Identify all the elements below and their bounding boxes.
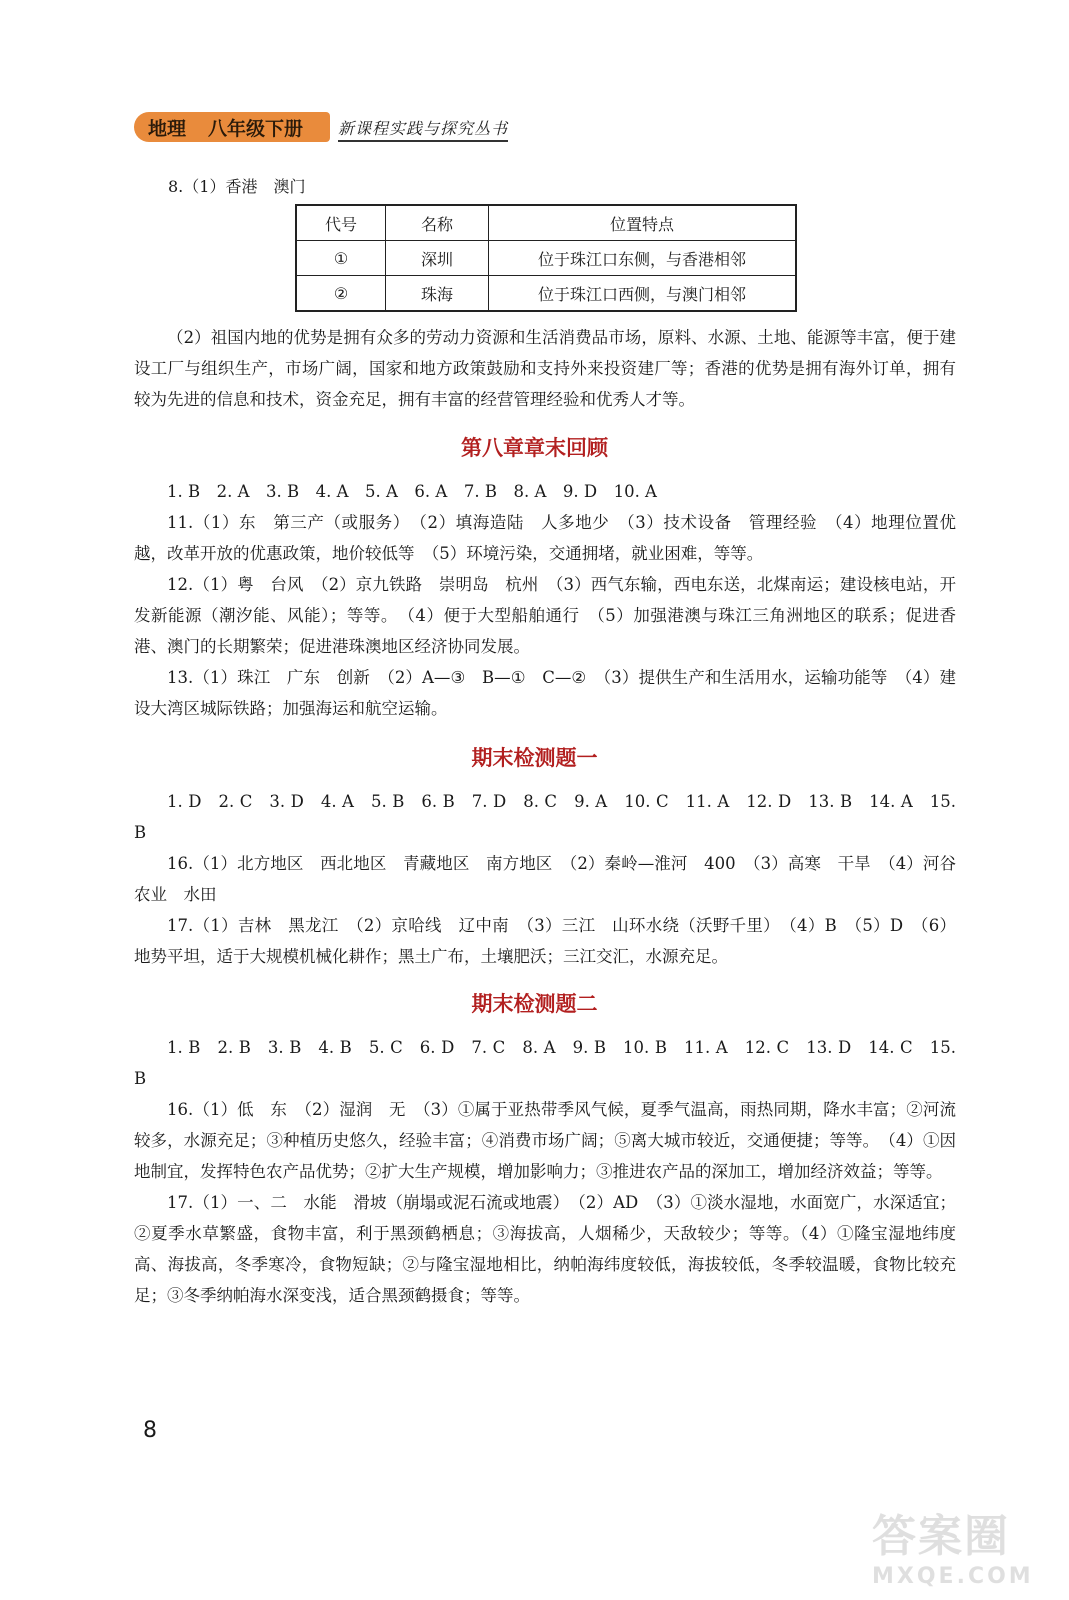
grade-label: 八年级下册 [208,117,304,140]
table-row [296,276,796,312]
table-cell: 深圳 [386,241,489,276]
watermark-text: 答案圈 [872,1511,1010,1562]
table-cell: 位于珠江口西侧，与澳门相邻 [489,276,797,312]
section-block [134,1032,956,1311]
subject-tag [134,112,330,142]
section-title: 第八章章末回顾 [461,436,608,460]
table-cell: ② [296,276,386,312]
answer-paragraph: 17.（1）一、二 水能 滑坡（崩塌或泥石流或地震） （2）AD （3）①淡水湿地，水面宽广，水深适宜；②夏季水草繁盛，食物丰富，利于黑颈鹤栖息；③海拔高，人烟稀少，天敌较少；等等。（4）①隆宝湿地纬度高、海拔高，冬季寒冷，食物短缺；②与隆宝湿地相比，纳帕海纬度较低，海拔较低，冬季较温暖，食物比较充足；③冬季纳帕海水深变浅，适合黑颈鹤摄食；等等。 [134,1193,956,1305]
q8-part1: 8.（1）香港 澳门 [168,177,306,196]
answer-paragraph: 12.（1）粤 台风 （2）京九铁路 崇明岛 杭州 （3）西气东输，西电东送，北煤南运；建设核电站，开发新能源（潮汐能、风能）；等等。 （4）便于大型船舶通行 （5）加强港澳与珠江三角洲地区的联系；促进香港、澳门的长期繁荣；促进港珠澳地区经济协同发展。 [134,575,956,656]
answer-paragraph: 1. B 2. A 3. B 4. A 5. A 6. A 7. B 8. A 9. D 10. A [167,482,657,501]
table-header-cell: 代号 [296,205,386,241]
answer-paragraph: 16.（1）北方地区 西北地区 青藏地区 南方地区 （2）秦岭—淮河 400 （3）高寒 干旱 （4）河谷农业 水田 [134,854,956,904]
table-cell: 珠海 [386,276,489,312]
answer-paragraph: 1. B 2. B 3. B 4. B 5. C 6. D 7. C 8. A 9. B 10. B 11. A 12. C 13. D 14. C 15. B [134,1038,956,1088]
watermark-logo [872,1500,1032,1590]
answer-paragraph: 17.（1）吉林 黑龙江 （2）京哈线 辽中南 （3）三江 山环水绕（沃野千里） （4）B （5）D （6）地势平坦，适于大规模机械化耕作；黑土广布，土壤肥沃；三江交汇，水源充足。 [134,916,956,966]
location-table [295,204,797,312]
table-header-cell: 位置特点 [489,205,797,241]
table-header-cell: 名称 [386,205,489,241]
subject-label: 地理 [148,117,187,140]
table-cell: 位于珠江口东侧，与香港相邻 [489,241,797,276]
table-header-row [296,205,796,241]
answer-paragraph: 13.（1）珠江 广东 创新 （2）A—③ B—① C—② （3）提供生产和生活用水，运输功能等 （4）建设大湾区城际铁路；加强海运和航空运输。 [134,668,956,718]
section-block [134,476,956,724]
answer-paragraph: 11.（1）东 第三产（或服务） （2）填海造陆 人多地少 （3）技术设备 管理经验 （4）地理位置优越，改革开放的优惠政策，地价较低等 （5）环境污染，交通拥堵，就业困难，等等。 [134,513,956,563]
page-header [134,108,518,142]
answer-paragraph: 1. D 2. C 3. D 4. A 5. B 6. B 7. D 8. C 9. A 10. C 11. A 12. D 13. B 14. A 15. B [134,792,956,842]
table-row [296,241,796,276]
watermark-url: MXQE.COM [872,1564,1034,1589]
answer-paragraph: （2）祖国内地的优势是拥有众多的劳动力资源和生活消费品市场，原料、水源、土地、能源等丰富，便于建设工厂与组织生产，市场广阔，国家和地方政策鼓励和支持外来投资建厂等；香港的优势是拥有海外订单，拥有较为先进的信息和技术，资金充足，拥有丰富的经营管理经验和优秀人才等。 [134,328,956,409]
answer-paragraph: 16.（1）低 东 （2）湿润 无 （3）①属于亚热带季风气候，夏季气温高，雨热同期，降水丰富；②河流较多，水源充足；③种植历史悠久，经验丰富；④消费市场广阔；⑤离大城市较近，交通便捷；等等。 （4）①因地制宜，发挥特色农产品优势；②扩大生产规模，增加影响力；③推进农产品的深加工，增加经济效益；等等。 [134,1100,956,1181]
section-title: 期末检测题一 [471,746,598,770]
page-number: 8 [143,1418,157,1443]
table-cell: ① [296,241,386,276]
series-title: 新课程实践与探究丛书 [338,116,508,142]
q8-part2-block [134,322,956,415]
section-block [134,786,956,972]
section-title: 期末检测题二 [471,992,598,1016]
